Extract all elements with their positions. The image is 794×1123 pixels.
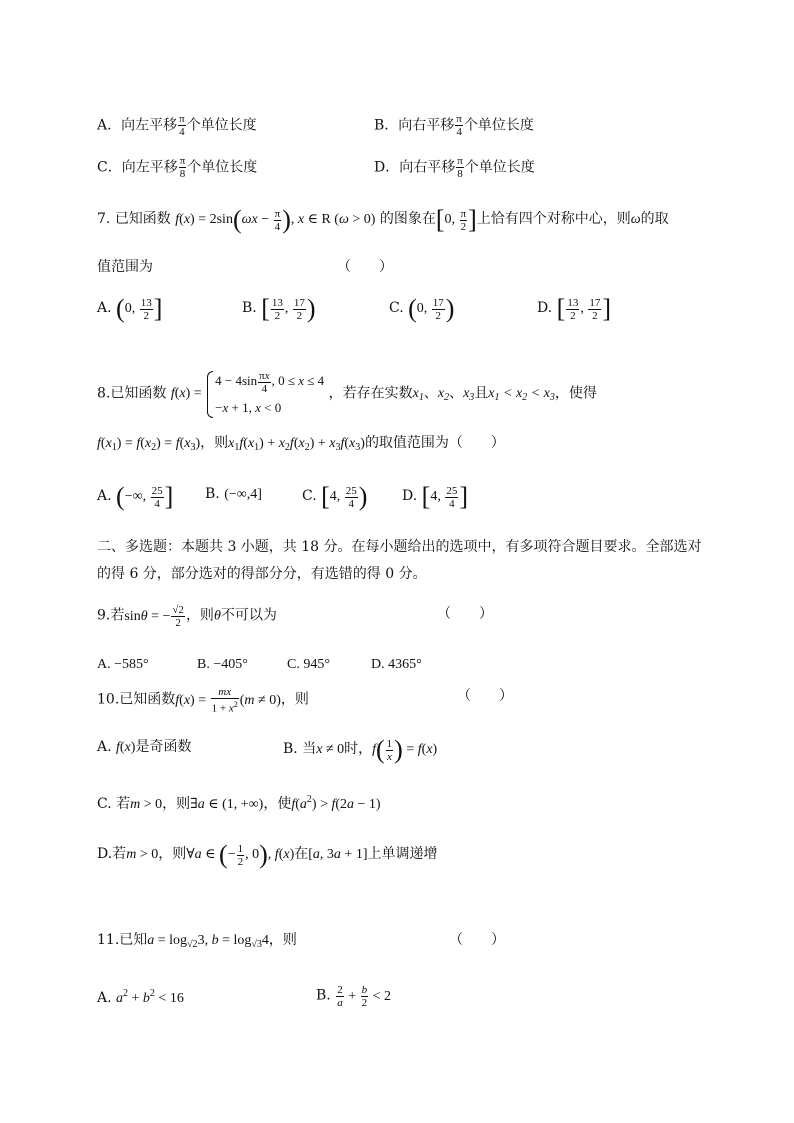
q7-formula: f(x) = 2sin(ωx − $\frac{\pi}{4}$ ), x ∈ R (ω > 0) — [175, 205, 376, 234]
q10-options-ab: A. f(x)是奇函数 B. 当x ≠ 0时，f( $\frac{1}{x}$ ) = f(x) — [97, 735, 438, 764]
q9-formula: sinθ = − $\frac{√2}{2}$ — [124, 604, 184, 629]
q7-interval: [0, $\frac{\pi}{2}$ ] — [435, 205, 477, 234]
section-2-heading-line2: 的得 6 分，部分选对的得部分分，有选错的得 0 分。 — [97, 566, 427, 582]
question-10-stem: 10.已知函数f(x) = $\frac{mx}{1 + x^2}$ (m ≠ 0)，则 （ ） — [97, 686, 513, 715]
answer-paren: （ ） — [457, 688, 513, 704]
q10-option-d: D.若m > 0，则∀a ∈ (− $\frac{1}{2}$ , 0), f(x)在[a, 3a + 1]上单调递增 — [97, 840, 438, 869]
question-11-stem: 11.已知$a = \log_{√2}3$, $b = \log_{√3}4$，则 （ ） — [97, 932, 505, 950]
answer-paren: （ ） — [337, 259, 393, 275]
q8-options: A. (−∞, $\frac{25}{4}$ ] B. (−∞,4] C. [4, $\frac{25}{4}$ ) D. [4, $\frac{25}{4}$ ] — [97, 482, 468, 511]
q11-formula: $a = \log_{√2}3$, $b = \log_{√3}4$ — [147, 933, 269, 950]
q6-option-a: A．向左平移 $\frac{\pi}{4}$ 个单位长度 — [97, 113, 257, 138]
q10-formula: f(x) = $\frac{mx}{1 + x^2}$ (m ≠ 0) — [175, 686, 281, 715]
q11-options: A. $a^2 + b^2 < 16$ B. $\frac{2}{a}$ + $\frac{b}{2}$ < 2 — [97, 984, 392, 1009]
q7-options: A. (0, $\frac{13}{2}$ ] B. [ $\frac{13}{2}$ , $\frac{17}{2}$ ) C. (0, $\frac{17}{2}$ ) D. [ $\frac{13}{2}$ , $\frac{17}{2}$ ] — [97, 294, 611, 323]
q10-option-c: C. 若m > 0，则∃a ∈ (1, +∞)，使$f(a^2) > f(2a - 1)$ — [97, 794, 381, 812]
answer-paren: （ ） — [437, 606, 493, 622]
answer-paren: （ ） — [449, 932, 505, 948]
question-7-stem: 7. 已知函数 f(x) = 2sin(ωx − $\frac{\pi}{4}$ ), x ∈ R (ω > 0) 的图象在[0, $\frac{\pi}{2}$ ]上恰有四个对称中心，则ω的取 — [97, 205, 669, 234]
section-2-heading: 二、多选题：本题共 3 小题，共 18 分。在每小题给出的选项中，有多项符合题目要求。全部选对 — [97, 539, 702, 555]
question-7-line2: 值范围为 （ ） — [97, 259, 393, 275]
question-9-stem: 9.若sinθ = − $\frac{√2}{2}$ ，则θ不可以为 （ ） — [97, 604, 493, 629]
q8-piecewise: f(x) = 4 − 4sin $\frac{\pi x}{4}$ , 0 ≤ x ≤ 4 −x + 1, x < 0 — [171, 386, 324, 401]
q6-option-c: C．向左平移 $\frac{\pi}{8}$ 个单位长度 — [97, 155, 258, 180]
q9-options: A. −585° B. −405° C. 945° D. 4365° — [97, 657, 422, 672]
q6-option-d: D．向右平移 $\frac{\pi}{8}$ 个单位长度 — [374, 155, 535, 180]
question-8-stem: 8.已知函数 f(x) = 4 − 4sin $\frac{\pi x}{4}$ , 0 ≤ x ≤ 4 −x + 1, x < 0 ，若存在实数$x_1$、$x_2$、$x_3$且$x_1 < x_2 < x_3$，使得 — [97, 368, 597, 421]
question-8-line2: $f(x_1) = f(x_2) = f(x_3)$，则$x_1f(x_1) + x_2f(x_2) + x_3f(x_3)$的取值范围为（ ） — [97, 435, 505, 453]
q6-option-b: B．向右平移 $\frac{\pi}{4}$ 个单位长度 — [374, 113, 534, 138]
